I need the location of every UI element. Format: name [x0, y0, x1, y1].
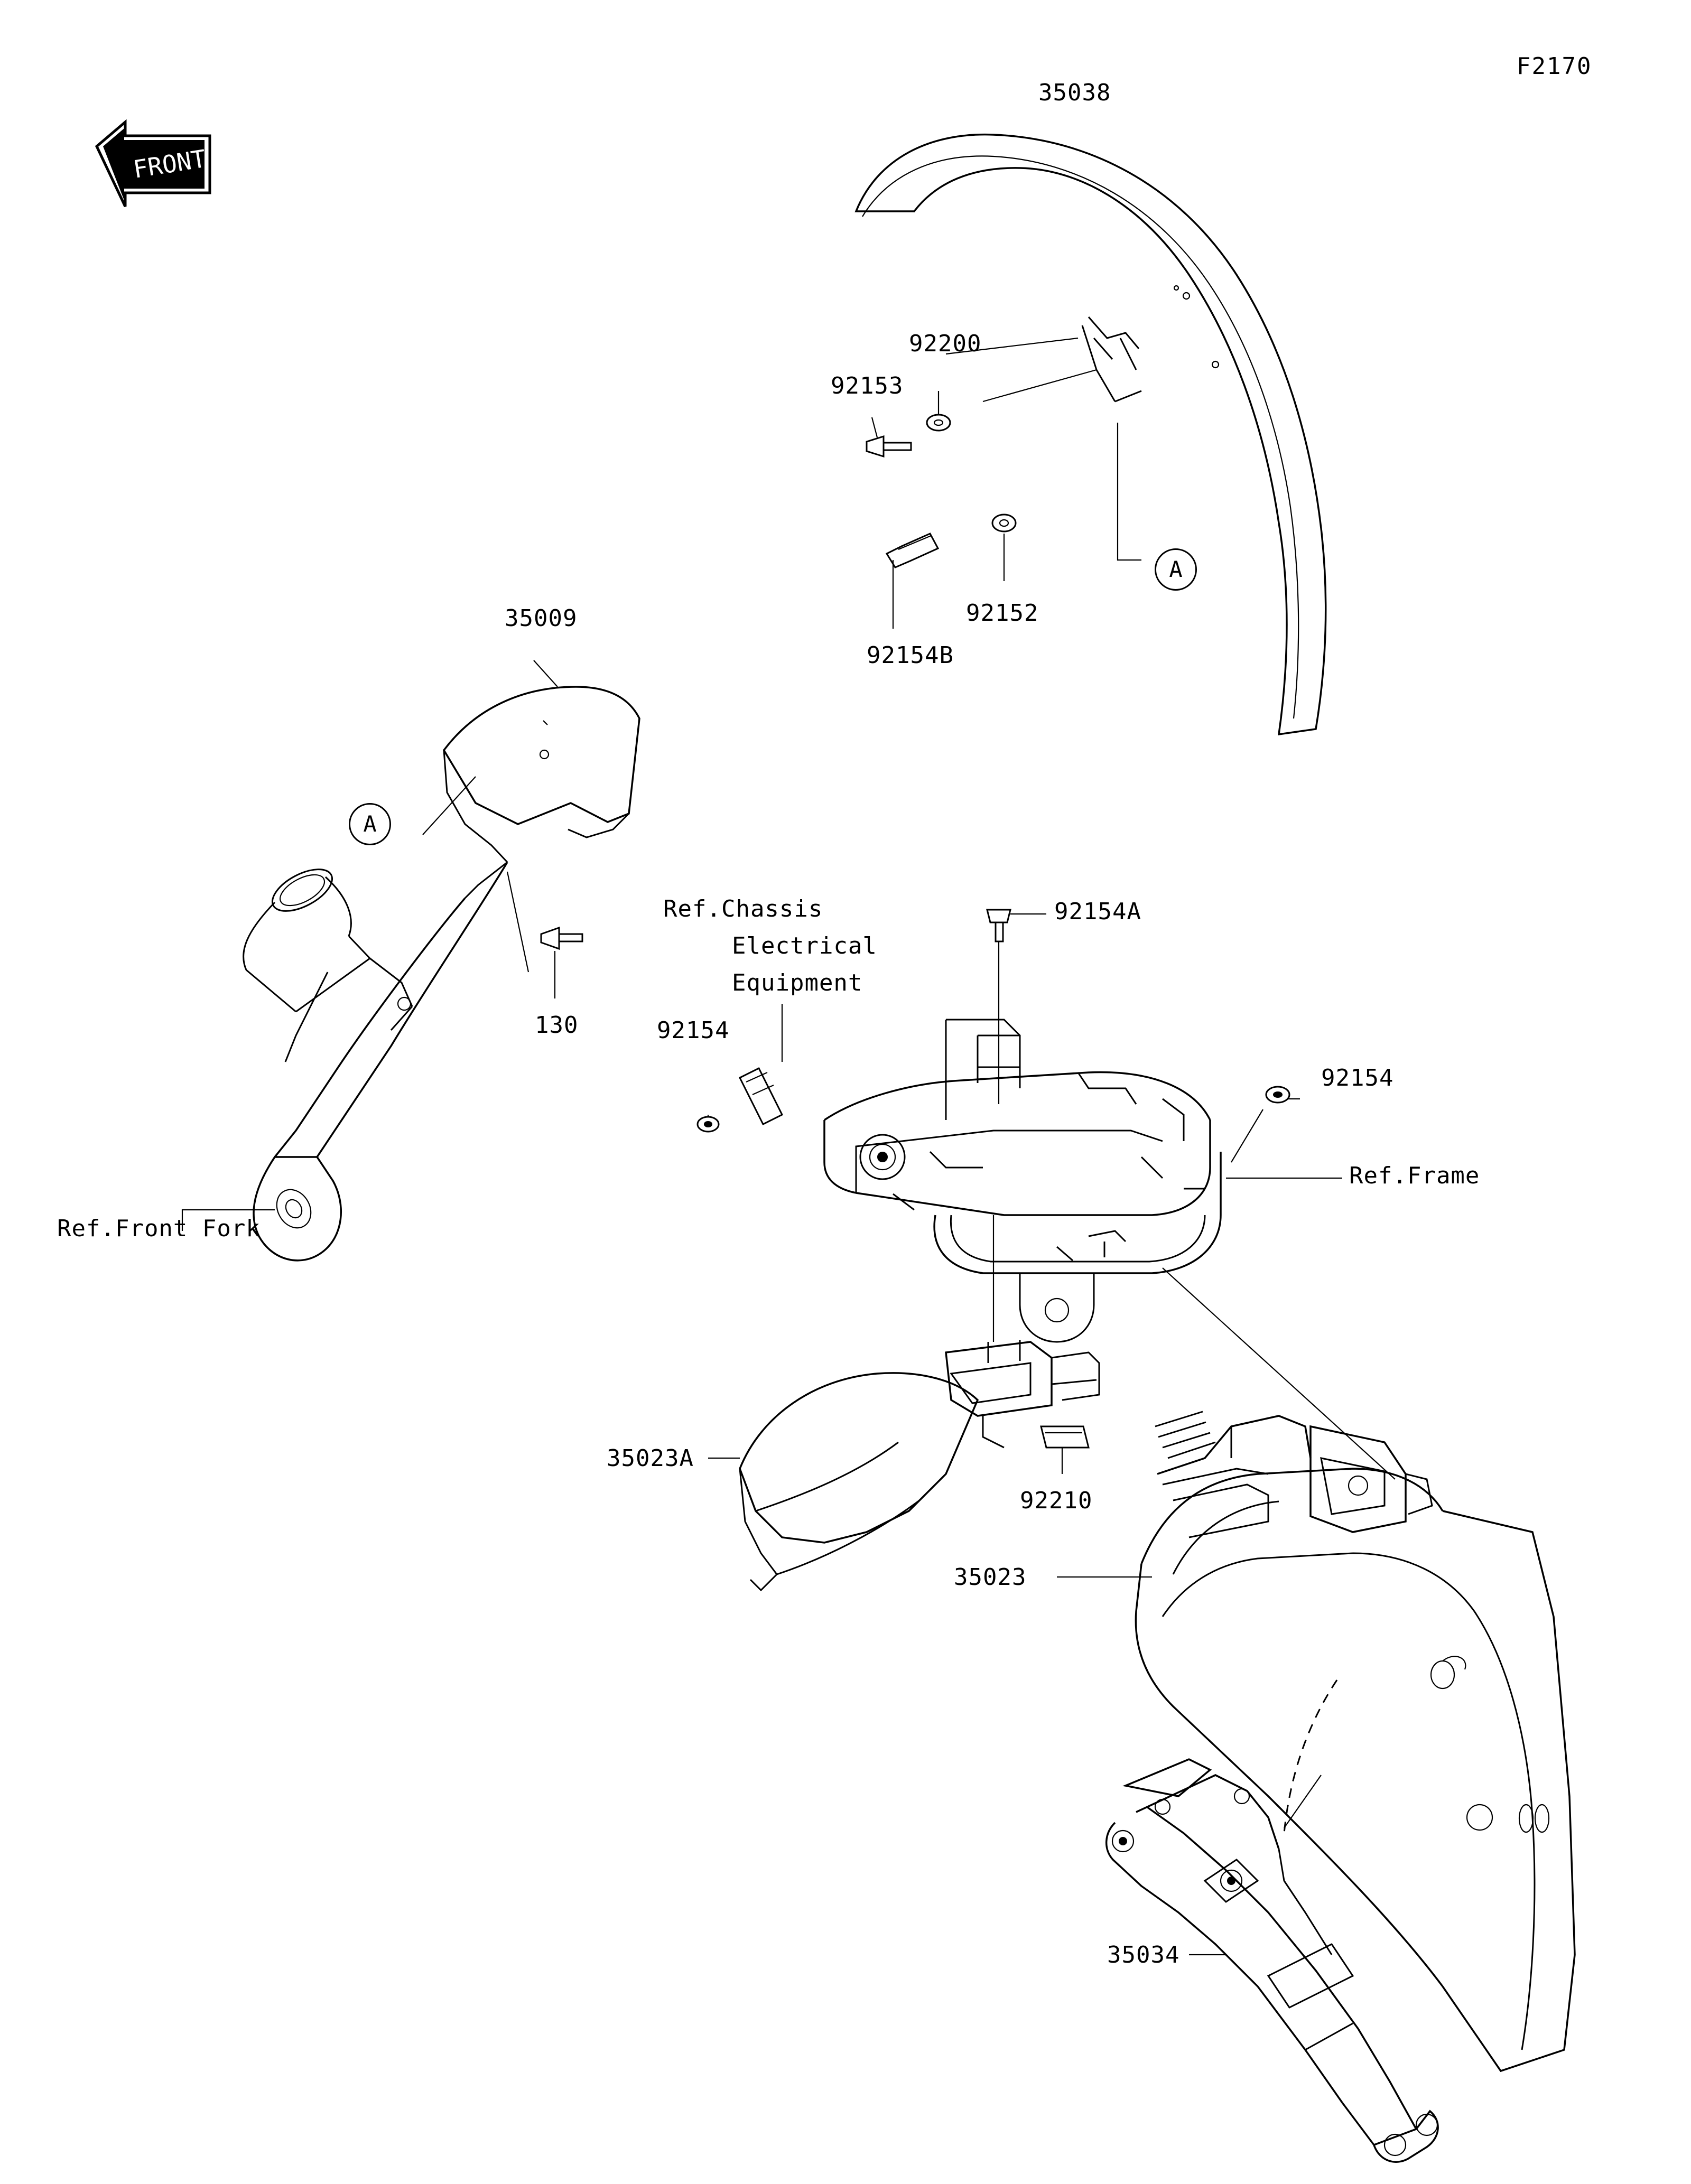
label-92154-right: 92154 — [1321, 1065, 1394, 1091]
callout-a-bracket: A — [349, 803, 391, 845]
part-ref-frame-assembly — [708, 940, 1342, 1342]
part-92153-bolt — [867, 417, 911, 456]
label-92154B: 92154B — [867, 642, 954, 669]
svg-text:FRONT: FRONT — [131, 144, 208, 184]
part-92154-left-nut — [698, 1117, 719, 1132]
part-92154-right-nut — [1266, 1087, 1289, 1103]
part-92154A-bolt — [987, 910, 1046, 941]
label-35023: 35023 — [954, 1564, 1027, 1591]
sheet-code: F2170 — [1517, 53, 1592, 80]
part-35009-fender-bracket — [182, 660, 639, 1261]
label-92200: 92200 — [909, 330, 982, 357]
callout-a-front-fender: A — [1155, 548, 1197, 591]
label-ref-chassis-line2: Electrical — [732, 932, 877, 959]
label-92152: 92152 — [966, 600, 1039, 627]
part-130-bolt — [541, 928, 582, 998]
label-ref-front-fork: Ref.Front Fork — [57, 1215, 261, 1242]
label-35038: 35038 — [1038, 79, 1111, 106]
label-92154-left: 92154 — [657, 1017, 730, 1044]
part-92200-washer — [927, 391, 950, 431]
part-35023A-rear-flap — [708, 1215, 1099, 1590]
label-35023A: 35023A — [607, 1445, 694, 1472]
label-35009: 35009 — [505, 605, 578, 632]
label-ref-chassis-line1: Ref.Chassis — [663, 895, 823, 922]
label-ref-chassis-line3: Equipment — [732, 969, 863, 996]
label-92210: 92210 — [1020, 1487, 1093, 1514]
label-92154A: 92154A — [1054, 898, 1141, 925]
label-ref-frame: Ref.Frame — [1349, 1162, 1480, 1189]
part-92152-collar — [992, 515, 1016, 581]
label-130: 130 — [535, 1012, 579, 1039]
part-ref-chassis-electrical — [740, 1068, 782, 1124]
label-92153: 92153 — [831, 372, 904, 399]
label-35034: 35034 — [1107, 1942, 1180, 1968]
part-92154B-bolt — [887, 534, 938, 629]
